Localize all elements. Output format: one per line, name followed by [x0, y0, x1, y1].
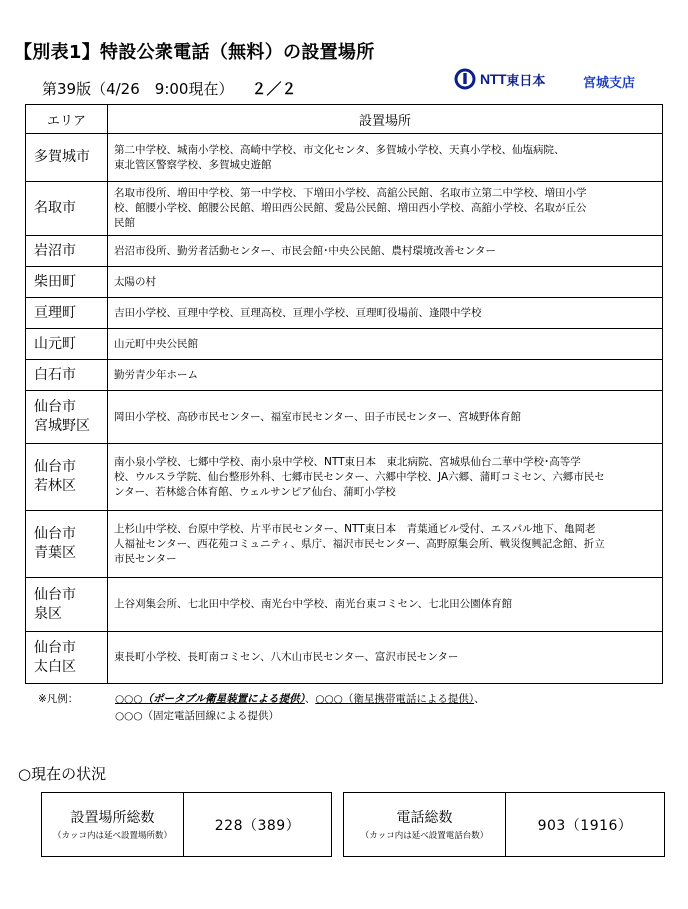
site-count-box [41, 792, 332, 857]
location-cell [108, 391, 663, 444]
area-name: 岩沼市 [34, 242, 76, 259]
location-cell [108, 632, 663, 684]
legend-portable: ○○○（ポータブル衛星装置による提供） [115, 693, 305, 705]
legend-separator: 、 [474, 693, 485, 705]
status-heading: ○現在の状況 [18, 765, 107, 783]
page-title: 【別表1】特設公衆電話（無料）の設置場所 [14, 42, 375, 63]
location-line: 民館 [114, 217, 135, 229]
table-header-row [26, 105, 663, 134]
site-count-value: 228（389） [214, 817, 301, 834]
phone-count-box [343, 792, 665, 857]
area-name: 仙台市 [34, 639, 76, 656]
area-name: 仙台市 [34, 526, 76, 542]
area-name: 亘理町 [34, 304, 76, 321]
area-name: 宮城野区 [34, 418, 90, 434]
location-cell [108, 298, 663, 329]
table-row [26, 182, 663, 236]
area-cell [26, 632, 108, 684]
location-cell [108, 134, 663, 182]
phone-count-note: （カッコ内は延べ設置電話台数） [360, 830, 489, 841]
header-area: エリア [26, 105, 108, 134]
version-text: 第39版（4/26 9:00現在） [42, 80, 234, 98]
area-cell [26, 360, 108, 391]
area-name: 仙台市 [34, 459, 76, 475]
ntt-east-logo [454, 68, 545, 90]
location-line: 校、ウルスラ学院、仙台整形外科、七郷市民センター、六郷中学校、JA六郷、蒲町コミセン、六郷市民セ [114, 470, 605, 483]
location-cell [108, 578, 663, 632]
site-count-note: （カッコ内は延べ設置場所数） [53, 830, 172, 841]
table-row [26, 360, 663, 391]
location-cell [108, 182, 663, 236]
logo-ntt-text: NTT [480, 71, 507, 87]
legend-separator: 、 [304, 693, 316, 705]
area-cell [26, 182, 108, 236]
legend-mark: ※凡例： [38, 693, 79, 705]
phone-count-value: 903（1916） [537, 817, 633, 834]
table-row [26, 511, 663, 578]
area-name: 青葉区 [34, 545, 76, 561]
table-row [26, 578, 663, 632]
location-cell [108, 236, 663, 267]
legend-line [115, 691, 485, 706]
area-cell [26, 511, 108, 578]
location-cell [108, 329, 663, 360]
location-cell [108, 267, 663, 298]
header-location: 設置場所 [108, 105, 663, 134]
area-name: 仙台市 [34, 399, 76, 415]
area-name: 柴田町 [34, 273, 76, 290]
location-cell [108, 360, 663, 391]
area-cell [26, 134, 108, 182]
area-cell [26, 578, 108, 632]
phone-count-label-cell [344, 793, 506, 856]
location-line: 市民センター [114, 552, 177, 565]
site-count-label-cell [42, 793, 184, 856]
area-cell [26, 329, 108, 360]
location-line: 南小泉小学校、七郷中学校、南小泉中学校、NTT東日本 東北病院、宮城県仙台二華中学校･高等学 [114, 455, 581, 468]
location-line: 第二中学校、城南小学校、高崎中学校、市文化センタ、多賀城小学校、天真小学校、仙塩病院、 [114, 143, 565, 156]
logo-east-text: 東日本 [506, 73, 546, 89]
area-cell [26, 391, 108, 444]
location-line: 山元町中央公民館 [114, 337, 198, 350]
table-row [26, 329, 663, 360]
area-name: 泉区 [34, 605, 62, 622]
sites-table [25, 104, 663, 684]
location-cell [108, 444, 663, 511]
table-row [26, 632, 663, 684]
area-name: 山元町 [34, 335, 76, 352]
area-cell [26, 298, 108, 329]
area-name: 若林区 [34, 478, 76, 494]
phone-count-label: 電話総数 [396, 809, 453, 826]
location-line: 岡田小学校、高砂市民センター、福室市民センター、田子市民センター、宮城野体育館 [114, 410, 521, 423]
table-row [26, 267, 663, 298]
location-line: 東北管区警察学校、多賀城史遊館 [114, 158, 272, 171]
legend-fixed: ○○○（固定電話回線による提供） [115, 710, 279, 722]
area-name: 多賀城市 [34, 149, 90, 165]
area-cell [26, 267, 108, 298]
legend-satellite: ○○○（衛星携帯電話による提供） [315, 693, 475, 705]
area-name: 太白区 [34, 658, 76, 675]
location-line: 太陽の村 [114, 275, 156, 288]
ntt-logo-icon [454, 68, 476, 90]
area-cell [26, 444, 108, 511]
location-line: 名取市役所、増田中学校、第一中学校、下増田小学校、高舘公民館、名取市立第二中学校、増田小学 [114, 187, 587, 199]
area-name: 名取市 [34, 200, 76, 216]
table-row [26, 236, 663, 267]
area-cell [26, 236, 108, 267]
area-name: 仙台市 [34, 586, 76, 603]
location-line: 勤労青少年ホーム [114, 368, 198, 381]
table-row [26, 391, 663, 444]
site-count-label: 設置場所総数 [70, 809, 155, 826]
location-line: 上杉山中学校、台原中学校、片平市民センター、NTT東日本 青葉通ビル受付、エスパル地下、亀岡老 [114, 522, 596, 535]
location-line: 人福祉センター、西花苑コミュニティ、県庁、福沢市民センター、高野原集会所、戦災復興記念館、折立 [114, 537, 605, 550]
location-line: 東長町小学校、長町南コミセン、八木山市民センター、富沢市民センター [114, 651, 459, 663]
location-line: 岩沼市役所、勤労者活動センター、市民会館･中央公民館、農村環境改善センター [114, 244, 496, 257]
version-info [42, 78, 296, 99]
area-name: 白石市 [34, 366, 76, 383]
location-line: 校、館腰小学校、館腰公民館、増田西公民館、愛島公民館、増田西小学校、高舘小学校、名取が丘公 [114, 202, 587, 214]
location-cell [108, 511, 663, 578]
page-number: ２／２ [251, 80, 297, 98]
location-line: 吉田小学校、亘理中学校、亘理高校、亘理小学校、亘理町役場前、逢隈中学校 [114, 306, 482, 319]
table-row [26, 444, 663, 511]
location-line: ンター、若林総合体育館、ウェルサンピア仙台、蒲町小学校 [114, 485, 396, 498]
location-line: 上谷刈集会所、七北田中学校、南光台中学校、南光台東コミセン、七北田公園体育館 [114, 598, 513, 610]
table-row [26, 134, 663, 182]
table-row [26, 298, 663, 329]
branch-name: 宮城支店 [583, 76, 636, 91]
